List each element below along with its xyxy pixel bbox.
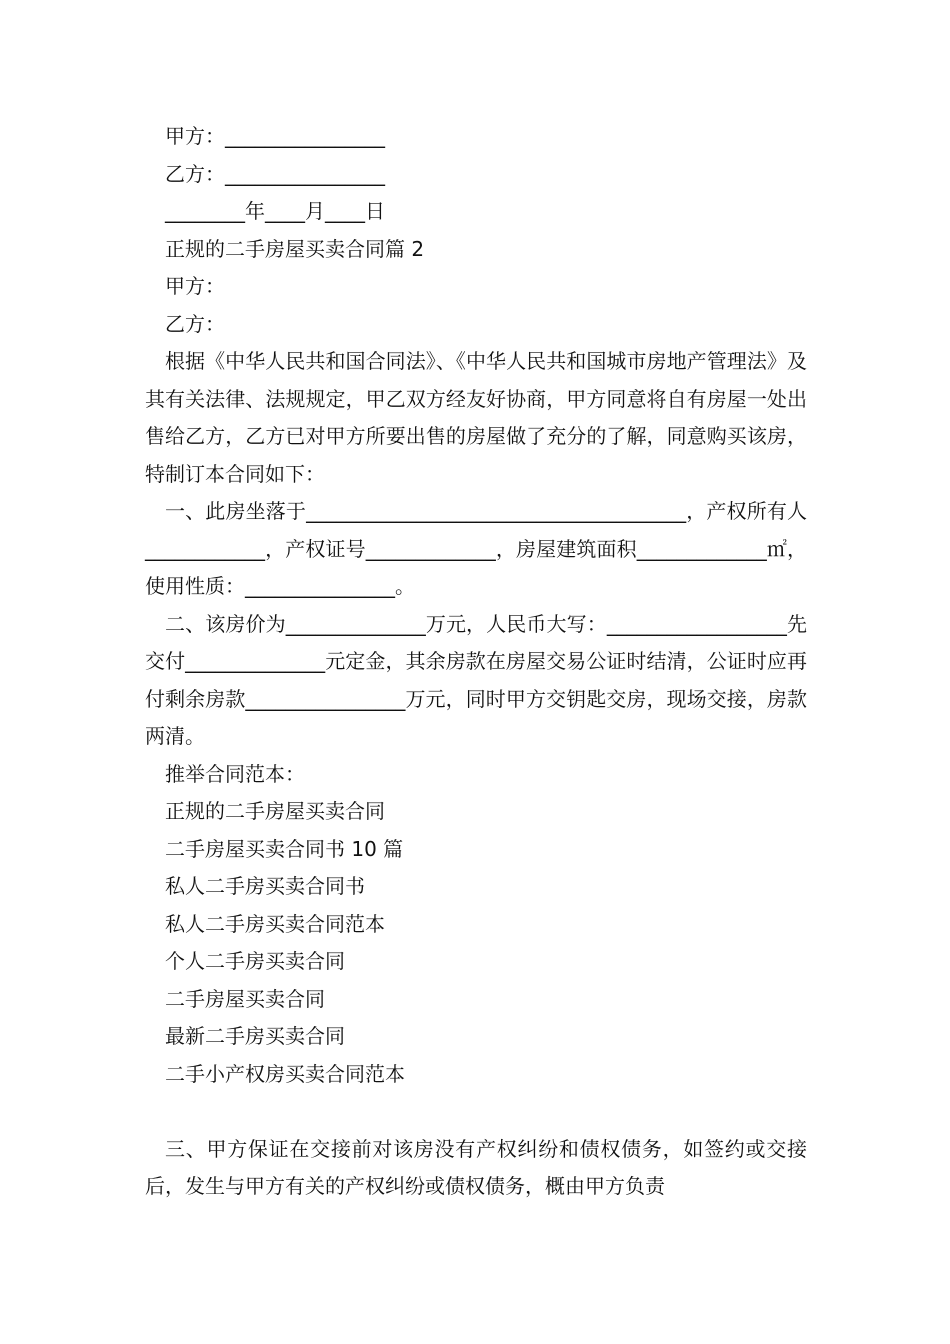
recommend-link[interactable]: 最新二手房买卖合同 (165, 1024, 345, 1048)
date-line: ________年____月____日 (165, 199, 385, 223)
recommend-link[interactable]: 二手房屋买卖合同书 10 篇 (165, 836, 404, 861)
section-title: 正规的二手房屋买卖合同篇 2 (165, 236, 425, 261)
spacer (145, 1093, 807, 1131)
recommend-heading: 推举合同范本： (165, 761, 305, 786)
clause-three: 三、甲方保证在交接前对该房没有产权纠纷和债权债务，如签约或交接后，发生与甲方有关的产权纠纷或债权债务，概由甲方负责 (145, 1136, 807, 1198)
party-b-signature-line: 乙方：________________ (165, 161, 385, 186)
clause-two: 二、该房价为______________万元，人民币大写：__________________先交付______________元定金，其余房款在房屋交易公证时结清，公证时应再付剩余房款________________万元，同时甲方交钥匙交房，现场交接，房款两清。 (145, 611, 807, 748)
recommend-link[interactable]: 二手房屋买卖合同 (165, 986, 325, 1011)
clause-one: 一、此房坐落于______________________________________，产权所有人____________，产权证号_____________，房屋建筑面积_____________㎡，使用性质：_______________。 (145, 499, 807, 598)
recommend-link[interactable]: 正规的二手房屋买卖合同 (165, 799, 385, 823)
recommend-link[interactable]: 个人二手房买卖合同 (165, 949, 345, 973)
recommend-link[interactable]: 私人二手房买卖合同书 (165, 874, 365, 898)
intro-paragraph: 根据《中华人民共和国合同法》、《中华人民共和国城市房地产管理法》及其有关法律、法规规定，甲乙双方经友好协商，甲方同意将自有房屋一处出售给乙方，乙方已对甲方所要出售的房屋做了充分的了解，同意购买该房，特制订本合同如下： (145, 349, 807, 486)
party-b-label: 乙方： (165, 311, 225, 336)
party-a-signature-line: 甲方：________________ (165, 124, 385, 148)
document-body (145, 118, 807, 1206)
recommend-link[interactable]: 二手小产权房买卖合同范本 (165, 1061, 405, 1086)
party-a-label: 甲方： (165, 274, 225, 298)
recommend-link[interactable]: 私人二手房买卖合同范本 (165, 911, 385, 936)
